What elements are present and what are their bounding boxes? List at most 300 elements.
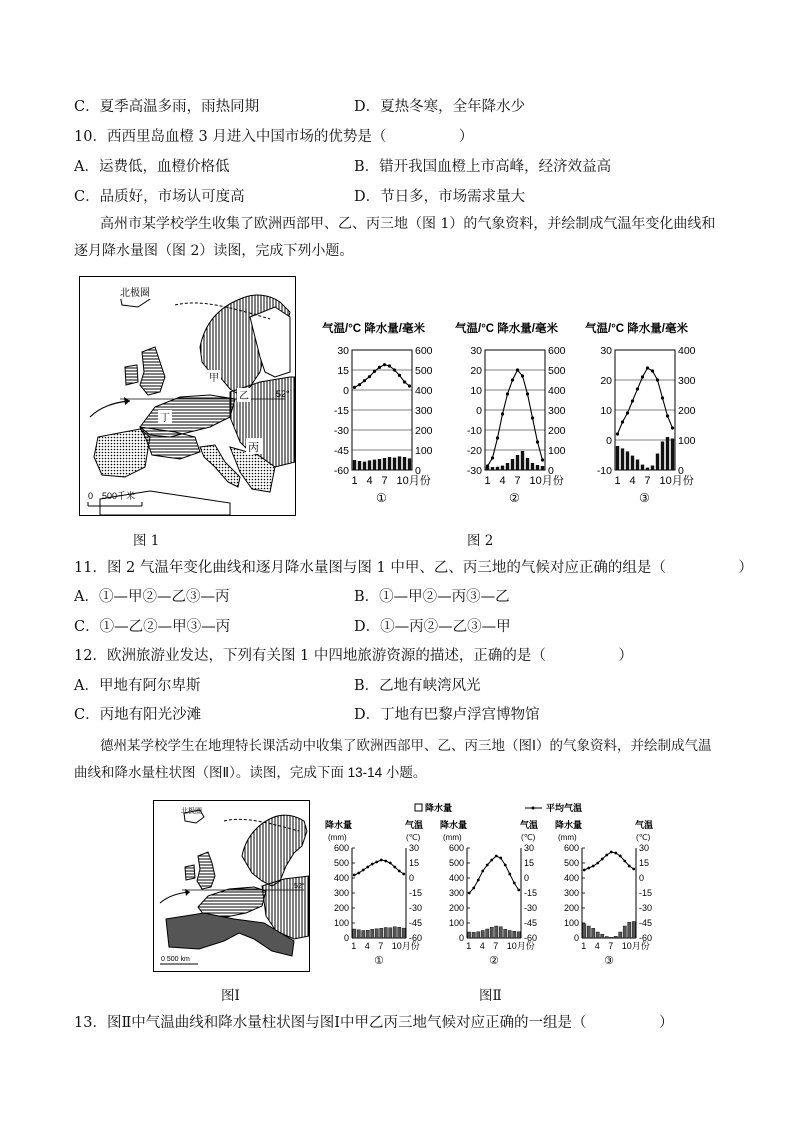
fig3-precip-tick-label: 300 xyxy=(333,888,349,898)
fig3-temp-point xyxy=(366,866,369,869)
fig2-precip-bar xyxy=(368,460,371,470)
fig3-temp-point xyxy=(583,869,586,872)
fig2-precip-bar xyxy=(408,458,411,470)
fig3-temp-tick-label: -30 xyxy=(524,903,538,913)
fig3-chart-3 xyxy=(555,819,654,967)
fig3-temp-tick-label: 30 xyxy=(639,843,650,853)
fig2-precip-bar xyxy=(501,466,504,470)
intro-1-text: 高州市某学校学生收集了欧洲西部甲、乙、丙三地（图 1）的气象资料，并绘制成气温年变化曲线和逐月降水量图（图 2）读图，完成下列小题。 xyxy=(74,216,716,259)
fig3-chart-number: ① xyxy=(374,955,384,967)
fig2-temp-tick-label: -10 xyxy=(596,465,612,477)
fig3-temp-point xyxy=(486,864,489,867)
fig3-precip-bar xyxy=(468,932,471,938)
figure-i-caption: 图Ⅰ xyxy=(221,988,240,1004)
fig2-temp-line xyxy=(618,368,673,434)
fig2-precip-tick-label: 300 xyxy=(548,405,566,417)
fig3-temp-point xyxy=(362,869,365,872)
map1-arctic-label: 北极圈 xyxy=(120,288,150,299)
fig3-precip-tick-label: 0 xyxy=(458,933,464,943)
fig2-precip-tick-label: 500 xyxy=(548,365,566,377)
fig2-temp-point xyxy=(388,364,391,367)
fig2-precip-tick-label: 100 xyxy=(678,435,696,447)
fig3-precip-bar xyxy=(628,922,631,938)
q11-option-d: D．①—丙②—乙③—甲 xyxy=(354,619,511,635)
fig2-x-tick-label: 10月份 xyxy=(396,475,431,487)
fig3-precip-tick-label: 500 xyxy=(563,858,579,868)
fig2-precip-bar xyxy=(398,456,401,470)
fig3-precip-tick-label: 600 xyxy=(448,843,464,853)
fig2-precip-bar xyxy=(666,437,669,470)
fig3-precip-tick-label: 400 xyxy=(448,873,464,883)
climate-charts-figure-ii xyxy=(320,800,665,980)
fig3-left-axis-unit: (mm) xyxy=(443,833,462,842)
intro-2-text: 德州某学校学生在地理特长课活动中收集了欧洲西部甲、乙、丙三地（图Ⅰ）的气象资料，并绘制成气温曲线和降水量柱状图（图Ⅱ）。读图，完成下面 13-14 小题。 xyxy=(74,738,712,780)
fig2-x-tick-label: 4 xyxy=(629,475,636,487)
fig3-precip-tick-label: 100 xyxy=(563,918,579,928)
fig3-temp-point xyxy=(508,873,511,876)
fig3-precip-bar xyxy=(357,930,360,938)
britain-shape xyxy=(140,347,165,395)
fig3-right-axis-label: 气温 xyxy=(520,820,539,830)
fig2-x-tick-label: 10月份 xyxy=(529,475,564,487)
europe-map-1 xyxy=(79,276,296,516)
fig3-temp-line xyxy=(584,852,634,870)
fig2-temp-point xyxy=(378,366,381,369)
fig3-right-axis-unit: (℃) xyxy=(521,833,536,842)
fig3-precip-bar xyxy=(366,930,369,938)
q10-option-d: D．节日多，市场需求量大 xyxy=(354,189,526,205)
fig3-x-tick-label: 4 xyxy=(594,941,600,951)
map2-arctic-label: 北极圈 xyxy=(181,808,202,815)
fig3-temp-point xyxy=(384,860,387,863)
fig3-temp-point xyxy=(587,867,590,870)
fig2-precip-tick-label: 400 xyxy=(548,385,566,397)
q9-option-d: D．夏热冬寒，全年降水少 xyxy=(354,99,526,115)
fig2-precip-bar xyxy=(373,460,376,470)
fig2-temp-point xyxy=(408,384,411,387)
fig2-precip-bar xyxy=(403,457,406,470)
fig3-precip-bar xyxy=(623,926,626,938)
fig3-precip-bar xyxy=(481,931,484,939)
map1-yi-label: 乙 xyxy=(239,391,249,402)
q11-option-b: B．①—甲②—丙③—乙 xyxy=(354,589,510,605)
fig2-temp-tick-label: 20 xyxy=(470,365,482,377)
fig2-temp-tick-label: 10 xyxy=(470,385,482,397)
fig3-temp-point xyxy=(513,882,516,885)
map1-bing-label: 丙 xyxy=(248,442,259,454)
fig2-temp-tick-label: -20 xyxy=(466,445,482,457)
fig2-precip-bar xyxy=(541,466,544,470)
fig3-precip-bar xyxy=(380,928,383,938)
fig2-temp-tick-label: 0 xyxy=(343,385,349,397)
fig2-precip-tick-label: 0 xyxy=(548,465,554,477)
fig3-temp-point xyxy=(614,852,617,855)
climate-charts-figure-2 xyxy=(322,318,717,514)
fig2-temp-point xyxy=(536,440,539,443)
fig3-left-axis-unit: (mm) xyxy=(328,833,347,842)
fig2-chart-header: 气温/°C 降水量/毫米 xyxy=(585,323,688,335)
fig3-precip-bar xyxy=(371,929,374,938)
fig3-temp-tick-label: -60 xyxy=(639,933,653,943)
fig2-precip-bar xyxy=(506,463,509,470)
fig3-temp-point xyxy=(610,851,613,854)
fig3-temp-tick-label: 0 xyxy=(409,873,415,883)
fig3-precip-bar xyxy=(362,931,365,939)
fig2-precip-bar xyxy=(378,459,381,470)
intro-paragraph-2 xyxy=(74,732,724,786)
fig3-precip-tick-label: 100 xyxy=(448,918,464,928)
q9-option-c: C．夏季高温多雨，雨热同期 xyxy=(74,99,260,115)
fig3-precip-bar xyxy=(619,932,622,938)
map2-ireland xyxy=(185,865,195,880)
fig3-precip-tick-label: 300 xyxy=(448,888,464,898)
iberia-shape xyxy=(94,429,150,477)
fig2-precip-tick-label: 200 xyxy=(548,425,566,437)
fig3-precip-bar xyxy=(477,932,480,938)
fig2-temp-point xyxy=(526,392,529,395)
fig3-temp-tick-label: -60 xyxy=(524,933,538,943)
fig3-temp-point xyxy=(596,862,599,865)
fig3-temp-tick-label: -45 xyxy=(639,918,653,928)
fig2-temp-point xyxy=(353,386,356,389)
map1-jia-label: 甲 xyxy=(209,373,219,384)
fig2-temp-point xyxy=(656,378,659,381)
fig2-precip-bar xyxy=(516,455,519,470)
fig3-precip-tick-label: 500 xyxy=(448,858,464,868)
fig2-temp-point xyxy=(363,379,366,382)
fig3-precip-bar xyxy=(605,937,608,939)
fig3-precip-tick-label: 600 xyxy=(563,843,579,853)
fig2-chart-number: ① xyxy=(376,491,387,505)
intro-paragraph-1 xyxy=(74,211,724,265)
fig3-precip-tick-label: 0 xyxy=(343,933,349,943)
fig2-temp-tick-label: 0 xyxy=(606,435,612,447)
fig3-x-tick-label: 7 xyxy=(608,941,614,951)
fig2-precip-tick-label: 400 xyxy=(415,385,433,397)
fig2-x-tick-label: 1 xyxy=(484,475,491,487)
fig3-chart-1 xyxy=(325,819,424,967)
q13-stem: 13．图Ⅱ中气温曲线和降水量柱状图与图Ⅰ中甲乙丙三地气候对应正确的一组是（ ） xyxy=(74,1015,674,1031)
fig3-legend-temp-dot xyxy=(532,807,535,810)
fig3-x-tick-label: 4 xyxy=(479,941,485,951)
fig3-temp-point xyxy=(481,870,484,873)
fig2-x-tick-label: 4 xyxy=(499,475,506,487)
fig2-precip-bar xyxy=(363,462,366,470)
fig3-temp-line xyxy=(354,860,404,875)
fig3-temp-tick-label: 15 xyxy=(639,858,650,868)
fig3-x-tick-label: 7 xyxy=(493,941,499,951)
fig2-temp-point xyxy=(631,399,634,402)
fig3-precip-bar xyxy=(486,929,489,938)
fig2-precip-bar xyxy=(388,457,391,470)
fig2-temp-tick-label: 10 xyxy=(600,405,612,417)
fig3-precip-tick-label: 200 xyxy=(563,903,579,913)
map1-ding-label: 丁 xyxy=(160,413,170,424)
fig3-precip-bar xyxy=(472,932,475,938)
fig3-x-tick-label: 10月份 xyxy=(506,941,535,951)
fig3-precip-bar xyxy=(601,934,604,938)
fig2-temp-line xyxy=(488,370,543,466)
fig2-temp-point xyxy=(506,392,509,395)
fig2-precip-bar xyxy=(353,460,356,470)
fig3-temp-point xyxy=(402,873,405,876)
fig3-precip-bar xyxy=(596,932,599,938)
fig3-precip-tick-label: 0 xyxy=(573,933,579,943)
fig2-precip-bar xyxy=(536,465,539,470)
fig2-precip-tick-label: 100 xyxy=(548,445,566,457)
fig3-temp-point xyxy=(592,865,595,868)
fig2-precip-bar xyxy=(626,451,629,470)
fig3-temp-point xyxy=(628,865,631,868)
fig2-x-tick-label: 1 xyxy=(614,475,621,487)
fig3-precip-tick-label: 500 xyxy=(333,858,349,868)
fig3-precip-bar xyxy=(517,932,520,938)
fig2-temp-point xyxy=(398,374,401,377)
fig3-temp-point xyxy=(619,855,622,858)
fig3-temp-point xyxy=(389,862,392,865)
fig2-x-tick-label: 7 xyxy=(514,475,521,487)
fig3-temp-tick-label: -15 xyxy=(409,888,423,898)
fig2-chart-header: 气温/°C 降水量/毫米 xyxy=(455,323,558,335)
fig2-temp-tick-label: -15 xyxy=(333,405,349,417)
ireland-shape xyxy=(125,365,138,385)
fig3-legend-precip-label: 降水量 xyxy=(425,803,453,813)
q10-option-c: C．品质好，市场认可度高 xyxy=(74,189,245,205)
fig2-precip-tick-label: 600 xyxy=(415,345,433,357)
fig3-x-tick-label: 7 xyxy=(378,941,384,951)
fig3-precip-bar xyxy=(398,927,401,938)
fig2-temp-point xyxy=(496,436,499,439)
fig2-precip-tick-label: 0 xyxy=(415,465,421,477)
fig3-right-axis-unit: (℃) xyxy=(406,833,421,842)
fig2-precip-tick-label: 100 xyxy=(415,445,433,457)
fig2-precip-bar xyxy=(631,456,634,470)
fig3-temp-point xyxy=(357,872,360,875)
fig3-precip-bar xyxy=(610,937,613,938)
fig3-temp-point xyxy=(632,868,635,871)
fig3-chart-number: ③ xyxy=(604,955,614,967)
fig2-temp-tick-label: -45 xyxy=(333,445,349,457)
fig2-temp-point xyxy=(516,368,519,371)
fig2-temp-point xyxy=(666,414,669,417)
fig3-precip-tick-label: 200 xyxy=(448,903,464,913)
fig3-temp-point xyxy=(499,857,502,860)
fig3-precip-tick-label: 100 xyxy=(333,918,349,928)
figure-1-caption: 图 1 xyxy=(133,533,160,549)
fig3-precip-bar xyxy=(504,929,507,938)
q12-option-c: C．丙地有阳光沙滩 xyxy=(74,707,202,723)
fig2-temp-line xyxy=(355,365,410,388)
fig2-precip-bar xyxy=(511,459,514,470)
fig2-temp-point xyxy=(501,412,504,415)
fig2-precip-bar xyxy=(646,468,649,470)
fig2-temp-point xyxy=(358,383,361,386)
fig3-x-tick-label: 4 xyxy=(364,941,370,951)
map2-britain xyxy=(197,852,215,889)
fig3-legend-precip-swatch xyxy=(415,804,422,811)
fig3-right-axis-label: 气温 xyxy=(405,820,424,830)
fig3-left-axis-label: 降水量 xyxy=(440,820,468,830)
q11-stem: 11．图 2 气温年变化曲线和逐月降水量图与图 1 中甲、乙、丙三地的气候对应正确的组是（ ） xyxy=(74,560,753,576)
fig3-precip-bar xyxy=(513,931,516,938)
fig2-temp-tick-label: -10 xyxy=(466,425,482,437)
fig3-left-axis-label: 降水量 xyxy=(325,820,353,830)
fig3-precip-bar xyxy=(587,926,590,938)
fig2-temp-tick-label: 0 xyxy=(476,405,482,417)
fig2-precip-tick-label: 500 xyxy=(415,365,433,377)
fig2-temp-point xyxy=(531,416,534,419)
fig3-precip-bar xyxy=(490,927,493,938)
fig2-precip-bar xyxy=(358,461,361,470)
fig3-temp-tick-label: 0 xyxy=(524,873,530,883)
fig2-precip-bar xyxy=(393,458,396,470)
fig3-left-axis-label: 降水量 xyxy=(555,820,583,830)
fig2-temp-tick-label: 30 xyxy=(337,345,349,357)
fig3-precip-bar xyxy=(384,928,387,939)
fig3-precip-bar xyxy=(375,929,378,938)
fig2-precip-tick-label: 400 xyxy=(678,345,696,357)
fig2-precip-bar xyxy=(636,460,639,471)
fig2-temp-tick-label: -30 xyxy=(466,465,482,477)
fig2-temp-point xyxy=(383,363,386,366)
fig3-temp-point xyxy=(380,859,383,862)
fig3-precip-tick-label: 600 xyxy=(333,843,349,853)
q12-option-d: D．丁地有巴黎卢浮宫博物馆 xyxy=(354,707,540,723)
map2-west-europe xyxy=(198,887,266,917)
fig3-temp-point xyxy=(371,863,374,866)
figure-ii-caption: 图Ⅱ xyxy=(479,988,502,1004)
fig2-precip-tick-label: 200 xyxy=(678,405,696,417)
fig3-precip-bar xyxy=(632,922,635,939)
fig3-x-tick-label: 1 xyxy=(351,941,357,951)
fig3-precip-tick-label: 400 xyxy=(333,873,349,883)
q12-option-b: B．乙地有峡湾风光 xyxy=(354,678,481,694)
fig2-temp-point xyxy=(541,458,544,461)
fig3-precip-bar xyxy=(592,928,595,938)
fig3-temp-tick-label: 0 xyxy=(639,873,645,883)
fig2-precip-tick-label: 200 xyxy=(415,425,433,437)
map1-scale-label: 0 500千米 xyxy=(88,491,136,501)
fig2-temp-tick-label: 15 xyxy=(337,365,349,377)
fig3-x-tick-label: 1 xyxy=(581,941,587,951)
fig3-temp-tick-label: 30 xyxy=(409,843,420,853)
fig3-precip-bar xyxy=(393,927,396,938)
fig2-precip-bar xyxy=(621,448,624,470)
fig2-temp-tick-label: 20 xyxy=(600,375,612,387)
fig2-precip-bar xyxy=(616,446,619,470)
q12-stem: 12．欧洲旅游业发达，下列有关图 1 中四地旅游资源的描述，正确的是（ ） xyxy=(74,648,633,664)
fig3-temp-tick-label: 15 xyxy=(524,858,535,868)
fig3-left-axis-unit: (mm) xyxy=(558,833,577,842)
fig3-temp-tick-label: -30 xyxy=(409,903,423,913)
fig2-temp-point xyxy=(373,370,376,373)
fig3-temp-point xyxy=(393,866,396,869)
map1-lat-label: 52° xyxy=(276,389,290,399)
fig2-temp-tick-label: 30 xyxy=(600,345,612,357)
fig3-right-axis-unit: (℃) xyxy=(636,833,651,842)
fig2-precip-tick-label: 300 xyxy=(678,375,696,387)
fig2-x-tick-label: 1 xyxy=(351,475,358,487)
fig3-precip-bar xyxy=(495,926,498,938)
fig3-temp-point xyxy=(601,858,604,861)
fig2-precip-bar xyxy=(656,454,659,471)
fig2-chart-1 xyxy=(322,321,433,505)
q11-option-a: A．①—甲②—乙③—丙 xyxy=(74,589,230,605)
fig3-temp-point xyxy=(605,854,608,857)
fig3-temp-line xyxy=(469,856,519,893)
fig3-temp-point xyxy=(623,860,626,863)
fig2-temp-point xyxy=(403,380,406,383)
fig2-chart-number: ② xyxy=(509,491,520,505)
fig3-temp-point xyxy=(398,870,401,873)
fig3-precip-tick-label: 300 xyxy=(563,888,579,898)
fig3-temp-tick-label: -45 xyxy=(409,918,423,928)
fig3-temp-tick-label: -30 xyxy=(639,903,653,913)
fig2-precip-bar xyxy=(521,451,524,470)
fig2-precip-bar xyxy=(496,467,499,470)
fig2-precip-bar xyxy=(661,442,664,471)
fig3-x-tick-label: 1 xyxy=(466,941,472,951)
map2-lat-label: 52° xyxy=(294,883,305,890)
fig2-precip-tick-label: 300 xyxy=(415,405,433,417)
fig2-temp-point xyxy=(491,456,494,459)
fig2-precip-tick-label: 0 xyxy=(678,465,684,477)
fig3-temp-point xyxy=(495,855,498,858)
q11-option-c: C．①—乙②—甲③—丙 xyxy=(74,619,231,635)
fig3-temp-point xyxy=(504,864,507,867)
fig3-precip-bar xyxy=(614,936,617,938)
q10-option-b: B．错开我国血橙上市高峰，经济效益高 xyxy=(354,159,612,175)
fig3-legend-temp-label: 平均气温 xyxy=(546,803,583,813)
fig2-precip-bar xyxy=(383,458,386,470)
figure-2-caption: 图 2 xyxy=(467,533,494,549)
fig2-precip-bar xyxy=(491,467,494,470)
fig2-temp-point xyxy=(636,387,639,390)
fig2-temp-point xyxy=(511,378,514,381)
fig3-precip-bar xyxy=(353,929,356,938)
fig2-chart-number: ③ xyxy=(639,491,650,505)
map2-wind-arrow xyxy=(160,892,190,903)
europe-map-2 xyxy=(153,800,310,972)
fig3-temp-point xyxy=(490,859,493,862)
fig2-chart-header: 气温/°C 降水量/毫米 xyxy=(322,323,425,335)
fig2-temp-tick-label: -30 xyxy=(333,425,349,437)
fig3-temp-tick-label: -45 xyxy=(524,918,538,928)
fig2-precip-bar xyxy=(526,458,529,470)
fig3-temp-point xyxy=(472,887,475,890)
fig3-temp-point xyxy=(468,892,471,895)
fig2-temp-point xyxy=(626,411,629,414)
fig2-temp-point xyxy=(616,432,619,435)
fig3-chart-number: ② xyxy=(489,955,499,967)
fig3-precip-tick-label: 200 xyxy=(333,903,349,913)
fig2-temp-point xyxy=(646,366,649,369)
fig2-temp-point xyxy=(368,375,371,378)
fig3-x-tick-label: 10月份 xyxy=(391,941,420,951)
europe-map-2-drawing xyxy=(154,801,309,971)
fig3-temp-point xyxy=(353,874,356,877)
fig3-precip-bar xyxy=(499,927,502,938)
fig2-temp-point xyxy=(621,420,624,423)
fig3-temp-tick-label: -15 xyxy=(524,888,538,898)
fig3-temp-tick-label: -15 xyxy=(639,888,653,898)
fig3-temp-point xyxy=(517,889,520,892)
fig2-precip-bar xyxy=(651,466,654,471)
fig3-temp-tick-label: -60 xyxy=(409,933,423,943)
fig3-temp-tick-label: 15 xyxy=(409,858,420,868)
fig2-chart-2 xyxy=(455,321,566,505)
fig2-temp-point xyxy=(521,374,524,377)
